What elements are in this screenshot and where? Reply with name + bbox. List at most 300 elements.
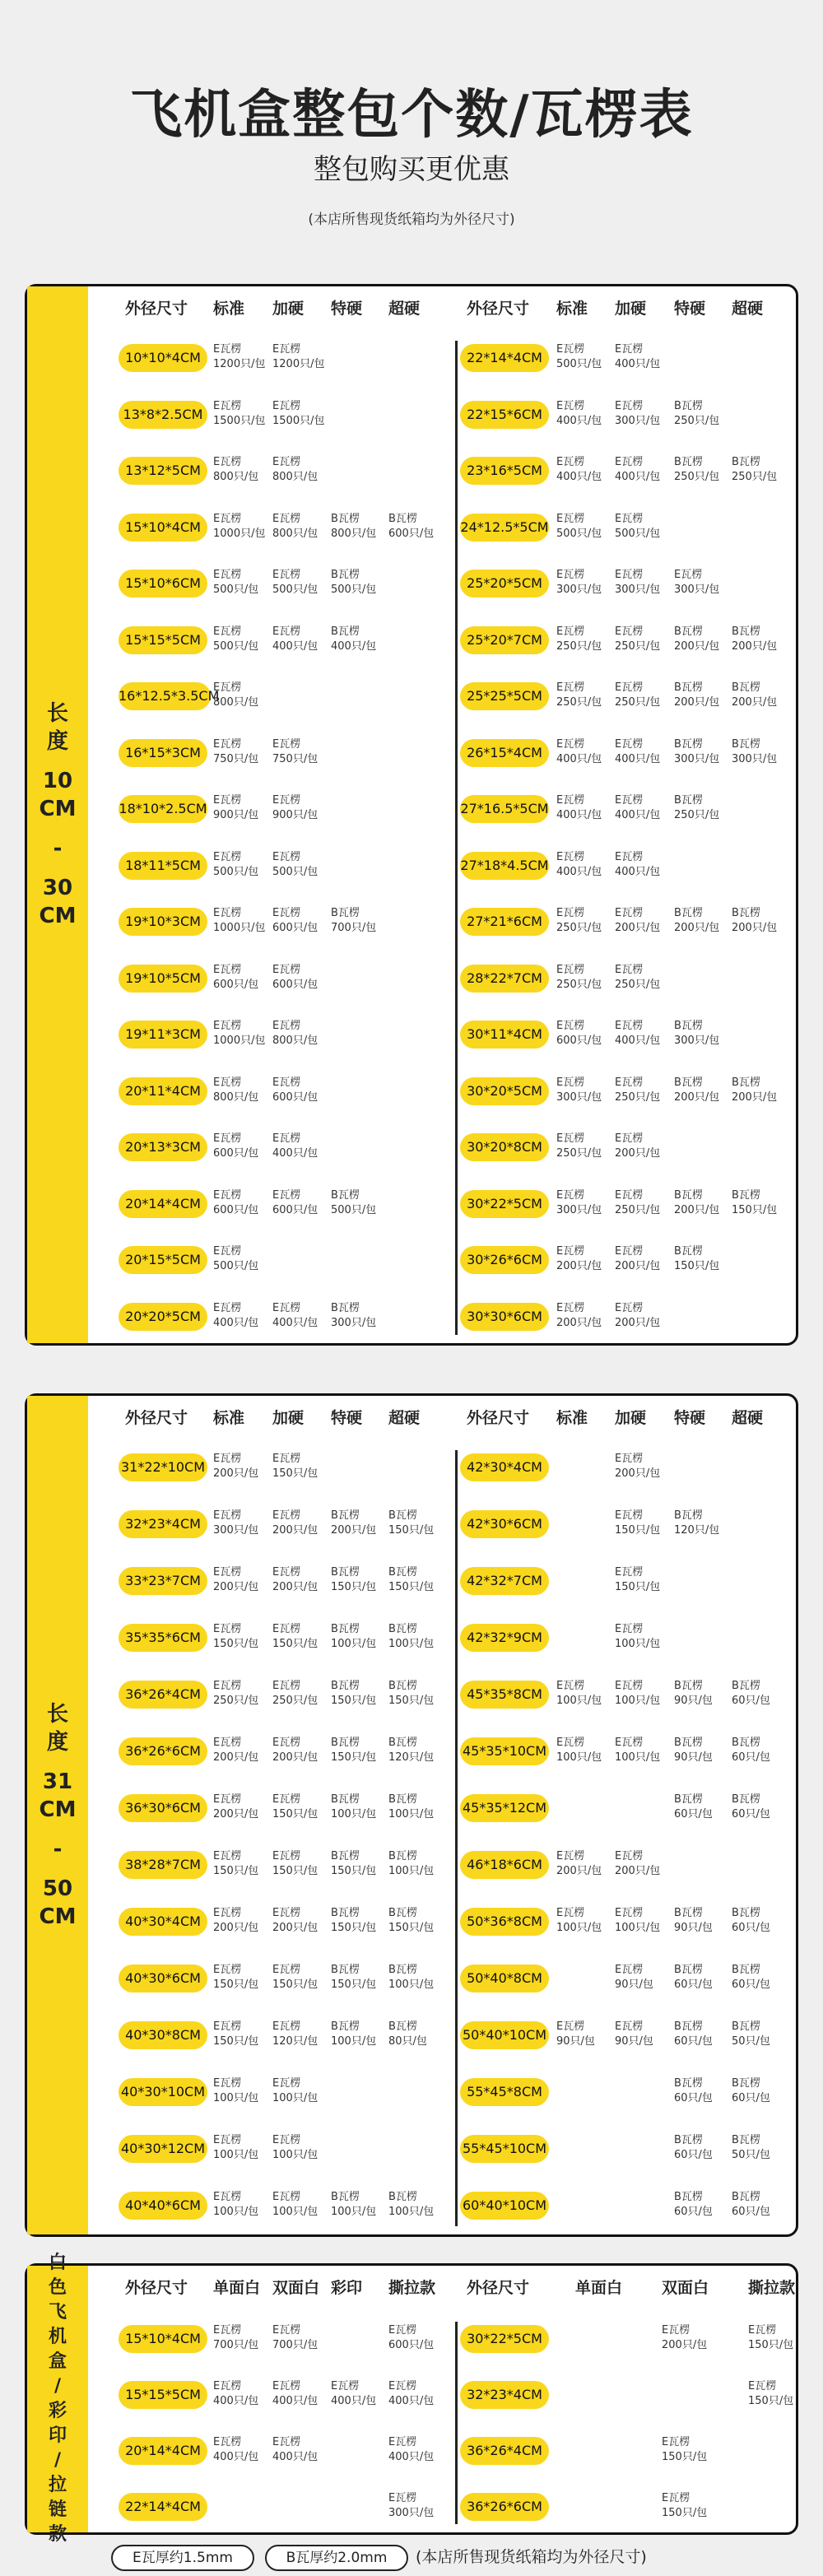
pack-cell-line-2: 60只/包 [732, 1695, 770, 1707]
size-pill: 40*40*6CM [119, 2192, 207, 2220]
pack-cell-line-2: 200只/包 [674, 696, 720, 709]
column-header: 撕拉款 [748, 2279, 796, 2297]
pack-cell-line-1: E瓦楞 [662, 2436, 690, 2448]
pack-cell-line-2: 200只/包 [272, 1751, 319, 1764]
pack-cell-line-2: 100只/包 [556, 1695, 602, 1707]
pack-cell [556, 399, 602, 429]
pack-cell [331, 1849, 376, 1879]
pack-cell-line-2: 600只/包 [388, 527, 435, 540]
size-pill: 40*30*12CM [119, 2135, 207, 2163]
pack-cell-line-2: 300只/包 [556, 1203, 602, 1216]
pack-cell-line-1: E瓦楞 [615, 1453, 644, 1465]
pack-cell [331, 512, 376, 542]
pack-cell-line-1: E瓦楞 [674, 569, 703, 581]
pack-cell-line-1: B瓦楞 [674, 2077, 703, 2090]
pack-cell-line-2: 600只/包 [272, 922, 319, 934]
pack-cell-line-2: 100只/包 [331, 2035, 377, 2048]
pack-cell [213, 1622, 258, 1652]
size-pill: 19*10*3CM [119, 908, 207, 936]
pack-cell [674, 1963, 713, 1992]
pack-cell [732, 737, 777, 767]
pack-cell-line-2: 100只/包 [213, 2092, 259, 2104]
size-pill: 20*14*4CM [119, 1190, 207, 1218]
size-pill: 20*11*4CM [119, 1077, 207, 1105]
pack-cell [213, 1244, 258, 1274]
sidebar-char: / [53, 2450, 62, 2471]
pack-cell-line-2: 400只/包 [556, 809, 602, 821]
pack-cell-line-2: 100只/包 [331, 1808, 377, 1820]
pack-cell-line-2: 60只/包 [674, 1808, 713, 1820]
size-pill: 42*32*9CM [460, 1624, 549, 1652]
pack-cell-line-2: 300只/包 [615, 414, 661, 427]
pack-cell-line-2: 800只/包 [213, 696, 259, 709]
pack-cell-line-1: B瓦楞 [732, 456, 760, 468]
pack-cell [272, 1076, 318, 1105]
pack-cell-line-1: E瓦楞 [388, 2324, 417, 2337]
spec-panel-1 [25, 284, 798, 1346]
pack-cell-line-1: E瓦楞 [272, 963, 301, 976]
pack-cell-line-2: 100只/包 [213, 2206, 259, 2218]
size-pill: 36*30*6CM [119, 1794, 207, 1822]
pack-cell-line-2: 150只/包 [748, 2395, 794, 2407]
size-pill: 42*32*7CM [460, 1567, 549, 1595]
sidebar-char: 印 [48, 2425, 67, 2446]
size-pill: 18*10*2.5CM [119, 795, 207, 823]
size-pill: 28*22*7CM [460, 965, 549, 993]
pack-cell-line-2: 120只/包 [272, 2035, 319, 2048]
pack-cell [272, 1963, 318, 1992]
pack-cell [556, 1019, 602, 1049]
pack-cell-line-1: E瓦楞 [213, 1453, 242, 1465]
pack-cell-line-2: 200只/包 [272, 1524, 319, 1537]
pack-cell-line-1: E瓦楞 [556, 794, 585, 807]
pack-cell-line-1: E瓦楞 [615, 1964, 644, 1976]
pack-cell [213, 1906, 258, 1936]
column-header: 外径尺寸 [125, 1409, 188, 1427]
pack-cell-line-1: E瓦楞 [213, 2380, 242, 2392]
pack-cell-line-1: E瓦楞 [662, 2492, 690, 2504]
pack-cell [674, 625, 719, 654]
sidebar-char: CM [39, 1904, 77, 1929]
pack-cell-line-2: 150只/包 [674, 1260, 720, 1272]
pack-cell-line-1: E瓦楞 [615, 512, 644, 525]
size-pill: 36*26*6CM [460, 2493, 549, 2521]
pack-cell-line-2: 150只/包 [615, 1581, 661, 1593]
pack-cell [272, 1906, 318, 1936]
pack-cell-line-2: 150只/包 [388, 1581, 435, 1593]
pack-cell-line-2: 200只/包 [674, 922, 720, 934]
column-header: 加硬 [272, 1409, 305, 1427]
pack-cell [272, 512, 318, 542]
pack-cell-line-2: 150只/包 [272, 1638, 319, 1650]
pack-cell-line-1: E瓦楞 [388, 2492, 417, 2504]
pack-cell-line-2: 1000只/包 [213, 1035, 266, 1047]
pack-cell-line-2: 100只/包 [331, 1638, 377, 1650]
pack-cell-line-1: E瓦楞 [331, 2380, 360, 2392]
pack-cell-line-1: E瓦楞 [556, 737, 585, 751]
size-pill: 15*15*5CM [119, 626, 207, 654]
pack-cell [388, 1963, 434, 1992]
pack-cell-line-2: 800只/包 [213, 471, 259, 483]
pack-cell-line-2: 250只/包 [615, 978, 661, 991]
pack-cell-line-1: E瓦楞 [615, 850, 644, 863]
column-header: 双面白 [662, 2279, 709, 2297]
column-header: 标准 [213, 1409, 245, 1427]
pack-cell [213, 906, 265, 936]
pack-cell-line-1: E瓦楞 [213, 1509, 242, 1522]
pack-cell-line-2: 250只/包 [615, 1090, 661, 1104]
legend-note: (本店所售现货纸箱均为外径尺寸) [416, 2548, 647, 2566]
pack-cell [615, 1076, 660, 1105]
pack-cell [732, 1736, 770, 1765]
pack-cell [556, 1132, 602, 1161]
pack-cell-line-1: B瓦楞 [674, 2020, 703, 2033]
pack-cell [272, 793, 318, 823]
size-pill: 30*30*6CM [460, 1303, 549, 1331]
pack-cell-line-2: 400只/包 [272, 1147, 319, 1160]
pack-cell-line-2: 400只/包 [615, 358, 661, 370]
pack-cell-line-2: 400只/包 [272, 1316, 319, 1329]
pack-cell-line-2: 250只/包 [556, 1147, 602, 1160]
pack-cell-line-1: E瓦楞 [272, 1680, 301, 1692]
pack-cell-line-2: 600只/包 [272, 978, 319, 991]
pack-cell-line-1: B瓦楞 [674, 1188, 703, 1202]
sidebar-char [27, 1863, 88, 1875]
pack-cell-line-1: E瓦楞 [272, 1964, 301, 1976]
size-pill: 16*15*3CM [119, 739, 207, 767]
pack-cell [615, 625, 660, 654]
pack-cell-line-1: E瓦楞 [615, 1245, 644, 1258]
pack-cell [213, 455, 258, 485]
pack-cell-line-1: B瓦楞 [331, 2020, 360, 2033]
pack-cell [615, 1509, 660, 1538]
pack-cell [615, 1244, 660, 1274]
pack-cell-line-2: 200只/包 [615, 1260, 661, 1272]
size-pill: 15*10*4CM [119, 514, 207, 542]
pack-cell-line-2: 150只/包 [213, 1865, 259, 1877]
pack-cell-line-2: 400只/包 [272, 2451, 319, 2463]
pack-cell-line-1: B瓦楞 [732, 1076, 760, 1089]
pack-cell-line-1: B瓦楞 [674, 1245, 703, 1258]
pack-cell-line-2: 300只/包 [556, 1090, 602, 1104]
pack-cell-line-2: 200只/包 [213, 1581, 259, 1593]
pack-cell [331, 2379, 376, 2409]
pack-cell-line-1: E瓦楞 [615, 2020, 644, 2033]
column-header: 标准 [213, 300, 245, 318]
pack-cell-line-2: 200只/包 [213, 1922, 259, 1934]
pack-cell-line-2: 400只/包 [556, 752, 602, 765]
pack-cell [732, 906, 777, 936]
sidebar-char: 30 [42, 876, 73, 900]
pack-cell-line-1: E瓦楞 [213, 2191, 242, 2203]
pack-cell-line-1: E瓦楞 [272, 1509, 301, 1522]
pack-cell-line-1: B瓦楞 [331, 2191, 360, 2203]
pack-cell-line-1: B瓦楞 [388, 1509, 417, 1522]
pack-cell [615, 2020, 653, 2049]
pack-cell-line-1: E瓦楞 [213, 1188, 242, 1202]
pack-cell-line-1: E瓦楞 [556, 963, 585, 976]
size-pill: 26*15*4CM [460, 739, 549, 767]
pack-cell-line-2: 60只/包 [674, 2092, 713, 2104]
pack-cell-line-1: B瓦楞 [674, 737, 703, 751]
pack-cell-line-2: 500只/包 [213, 639, 259, 653]
sidebar-char [27, 823, 88, 835]
size-pill: 32*23*4CM [460, 2381, 549, 2409]
pack-cell-line-1: B瓦楞 [732, 1793, 760, 1806]
column-header: 特硬 [331, 300, 363, 318]
pack-cell [732, 2076, 770, 2106]
size-pill: 30*22*5CM [460, 1190, 549, 1218]
pack-cell-line-1: E瓦楞 [556, 1076, 585, 1089]
pack-cell-line-1: B瓦楞 [674, 1020, 703, 1032]
pack-cell-line-1: E瓦楞 [272, 2324, 301, 2337]
column-header: 特硬 [331, 1409, 363, 1427]
page-header [0, 0, 823, 284]
pack-cell-line-2: 100只/包 [556, 1751, 602, 1764]
column-divider [455, 341, 458, 1335]
pack-cell-line-2: 250只/包 [615, 639, 661, 653]
sidebar-char: - [53, 1836, 63, 1862]
pack-cell-line-1: B瓦楞 [732, 737, 760, 751]
pack-cell-line-1: E瓦楞 [272, 1907, 301, 1919]
pack-cell [213, 1076, 258, 1105]
pack-cell-line-2: 300只/包 [674, 584, 720, 596]
pack-cell [556, 1906, 602, 1936]
pack-cell [732, 2133, 770, 2163]
sidebar-char: 盒 [48, 2351, 67, 2372]
pack-cell [213, 1301, 258, 1331]
size-pill: 42*30*6CM [460, 1510, 549, 1538]
pack-cell-line-1: B瓦楞 [674, 1737, 703, 1749]
pack-cell [213, 737, 258, 767]
pack-cell-line-1: B瓦楞 [674, 2191, 703, 2203]
pack-cell-line-2: 150只/包 [213, 1978, 259, 1991]
pack-cell [388, 2435, 434, 2465]
size-pill: 27*21*6CM [460, 908, 549, 936]
pack-cell-line-2: 500只/包 [556, 527, 602, 540]
pack-cell-line-1: B瓦楞 [331, 1188, 360, 1202]
size-pill: 50*40*8CM [460, 1965, 549, 1992]
pack-cell-line-1: B瓦楞 [331, 569, 360, 581]
pack-cell-line-2: 60只/包 [732, 1751, 770, 1764]
pack-cell-line-1: E瓦楞 [213, 1132, 242, 1145]
pack-cell-line-2: 200只/包 [732, 639, 778, 653]
pack-cell-line-1: B瓦楞 [388, 1907, 417, 1919]
pack-cell [556, 737, 602, 767]
pack-cell-line-1: E瓦楞 [556, 512, 585, 525]
pack-cell-line-2: 250只/包 [674, 809, 720, 821]
size-pill: 55*45*10CM [460, 2135, 549, 2163]
size-pill: 27*18*4.5CM [460, 852, 549, 880]
pack-cell-line-2: 200只/包 [615, 1316, 661, 1329]
pack-cell [331, 1301, 376, 1331]
pack-cell-line-1: E瓦楞 [556, 456, 585, 468]
pack-cell-line-2: 150只/包 [272, 1865, 319, 1877]
pack-cell [388, 2323, 434, 2353]
pack-cell-line-2: 250只/包 [556, 978, 602, 991]
pack-cell-line-1: E瓦楞 [272, 1020, 301, 1032]
pack-cell-line-1: E瓦楞 [272, 1301, 301, 1314]
column-divider [455, 2322, 458, 2524]
pack-cell-line-1: E瓦楞 [272, 569, 301, 581]
pack-cell-line-1: E瓦楞 [213, 1566, 242, 1579]
pack-cell [331, 1622, 376, 1652]
pack-cell [748, 2379, 793, 2409]
sidebar-char [27, 756, 88, 767]
pack-cell [272, 1019, 318, 1049]
size-pill: 15*10*6CM [119, 570, 207, 598]
pack-cell-line-1: B瓦楞 [674, 1793, 703, 1806]
pack-cell [556, 1244, 602, 1274]
pack-cell [674, 793, 719, 823]
pack-cell-line-1: E瓦楞 [272, 1737, 301, 1749]
pack-cell [272, 737, 318, 767]
pack-cell [674, 1188, 719, 1218]
pack-cell-line-1: B瓦楞 [388, 1737, 417, 1749]
pack-cell [615, 1188, 660, 1218]
pack-cell-line-1: B瓦楞 [388, 1566, 417, 1579]
pack-cell-line-1: E瓦楞 [615, 1188, 644, 1202]
panel-sidebar [27, 2253, 88, 2545]
pack-cell [748, 2323, 793, 2353]
pack-cell [674, 1019, 719, 1049]
pack-cell-line-2: 500只/包 [272, 584, 319, 596]
column-header: 超硬 [388, 1409, 421, 1427]
pack-cell [674, 1906, 713, 1936]
pack-cell-line-1: B瓦楞 [732, 1964, 760, 1976]
pack-cell-line-2: 800只/包 [272, 527, 319, 540]
pack-cell-line-1: E瓦楞 [213, 850, 242, 863]
pack-cell-line-2: 600只/包 [213, 1203, 259, 1216]
pack-cell [272, 568, 318, 598]
pack-cell-line-1: E瓦楞 [615, 1680, 644, 1692]
pack-cell-line-2: 150只/包 [662, 2451, 708, 2463]
sidebar-char: 色 [48, 2277, 67, 2298]
pack-cell-line-1: E瓦楞 [556, 1132, 585, 1145]
pack-cell-line-2: 60只/包 [732, 2092, 770, 2104]
pack-cell-line-1: E瓦楞 [213, 1680, 242, 1692]
pack-cell [331, 906, 376, 936]
pack-cell-line-1: E瓦楞 [272, 343, 301, 356]
pack-cell [556, 1188, 602, 1218]
spec-panel-2 [25, 1393, 798, 2237]
pack-cell-line-2: 150只/包 [331, 1751, 377, 1764]
size-pill: 31*22*10CM [119, 1453, 207, 1481]
sidebar-char: 10 [42, 769, 73, 793]
pack-cell [331, 1679, 376, 1709]
column-header: 外径尺寸 [467, 1409, 530, 1427]
pack-cell-line-2: 60只/包 [732, 1978, 770, 1991]
pack-cell-line-1: E瓦楞 [272, 1850, 301, 1862]
pack-cell-line-2: 60只/包 [674, 2035, 713, 2048]
pack-cell-line-1: E瓦楞 [556, 1301, 585, 1314]
panel-sidebar [27, 286, 88, 1343]
pack-cell-line-2: 250只/包 [556, 922, 602, 934]
pack-cell-line-2: 400只/包 [615, 471, 661, 483]
pack-cell-line-2: 800只/包 [331, 527, 377, 540]
pack-cell [272, 1679, 318, 1709]
sidebar-char: / [53, 2376, 62, 2397]
pack-cell-line-2: 100只/包 [388, 1638, 435, 1650]
pack-cell [331, 2020, 376, 2049]
pack-cell-line-2: 700只/包 [272, 2339, 319, 2351]
pack-cell [272, 1793, 318, 1822]
pack-cell-line-1: E瓦楞 [272, 2380, 301, 2392]
pack-cell-line-2: 200只/包 [662, 2339, 708, 2351]
size-pill: 40*30*6CM [119, 1965, 207, 1992]
pack-cell-line-1: E瓦楞 [272, 2436, 301, 2448]
pack-cell [213, 1188, 258, 1218]
pack-cell [272, 850, 318, 880]
size-pill: 40*30*8CM [119, 2021, 207, 2049]
pack-cell-line-1: B瓦楞 [331, 1793, 360, 1806]
pack-cell-line-2: 150只/包 [388, 1922, 435, 1934]
pack-cell [674, 455, 719, 485]
pack-cell-line-2: 600只/包 [213, 978, 259, 991]
pack-cell-line-2: 200只/包 [674, 1203, 720, 1216]
pack-cell-line-1: B瓦楞 [331, 1737, 360, 1749]
pack-cell [388, 1622, 434, 1652]
pack-cell-line-2: 150只/包 [272, 1467, 319, 1480]
column-header: 特硬 [674, 1409, 706, 1427]
pack-cell [732, 1679, 770, 1709]
size-pill: 19*10*5CM [119, 965, 207, 993]
pack-cell-line-1: E瓦楞 [213, 1964, 242, 1976]
sidebar-char: 50 [42, 1876, 73, 1901]
pack-cell-line-2: 250只/包 [615, 1203, 661, 1216]
pack-cell [388, 2190, 434, 2220]
pack-cell-line-2: 400只/包 [213, 2395, 259, 2407]
pack-cell-line-1: B瓦楞 [331, 1850, 360, 1862]
pack-cell-line-2: 150只/包 [331, 1922, 377, 1934]
pack-cell [213, 1565, 258, 1595]
pack-cell-line-1: B瓦楞 [388, 1850, 417, 1862]
pack-cell [272, 2379, 318, 2409]
pack-cell [213, 1019, 265, 1049]
size-pill: 25*20*7CM [460, 626, 549, 654]
pack-cell-line-1: E瓦楞 [272, 1793, 301, 1806]
pack-cell-line-1: E瓦楞 [213, 512, 242, 525]
pack-cell-line-1: E瓦楞 [556, 1850, 585, 1862]
column-header: 撕拉款 [388, 2279, 436, 2297]
pack-cell-line-1: B瓦楞 [674, 625, 703, 638]
pack-cell-line-1: B瓦楞 [331, 1566, 360, 1579]
pack-cell-line-1: B瓦楞 [732, 2020, 760, 2033]
panel-sidebar [27, 1396, 88, 2234]
pack-cell-line-2: 400只/包 [556, 865, 602, 878]
pack-cell [674, 681, 719, 710]
pack-cell [213, 850, 258, 880]
pack-cell [272, 2133, 318, 2163]
pack-cell [615, 737, 660, 767]
size-pill: 20*15*5CM [119, 1246, 207, 1274]
pack-cell [615, 568, 660, 598]
pack-cell [556, 568, 602, 598]
pack-cell [272, 1736, 318, 1765]
sidebar-char: - [53, 836, 63, 861]
column-header: 外径尺寸 [467, 2279, 530, 2297]
pack-cell-line-2: 800只/包 [272, 471, 319, 483]
pack-cell-line-1: E瓦楞 [272, 399, 301, 412]
pack-cell-line-2: 150只/包 [272, 1978, 319, 1991]
page-title: 飞机盒整包个数/瓦楞表 [129, 85, 694, 146]
pack-cell-line-2: 150只/包 [388, 1524, 435, 1537]
pack-cell-line-1: E瓦楞 [556, 907, 585, 919]
pack-cell-line-2: 1500只/包 [272, 414, 325, 427]
pack-cell [556, 512, 602, 542]
size-pill: 13*12*5CM [119, 457, 207, 485]
pack-cell [615, 1736, 660, 1765]
